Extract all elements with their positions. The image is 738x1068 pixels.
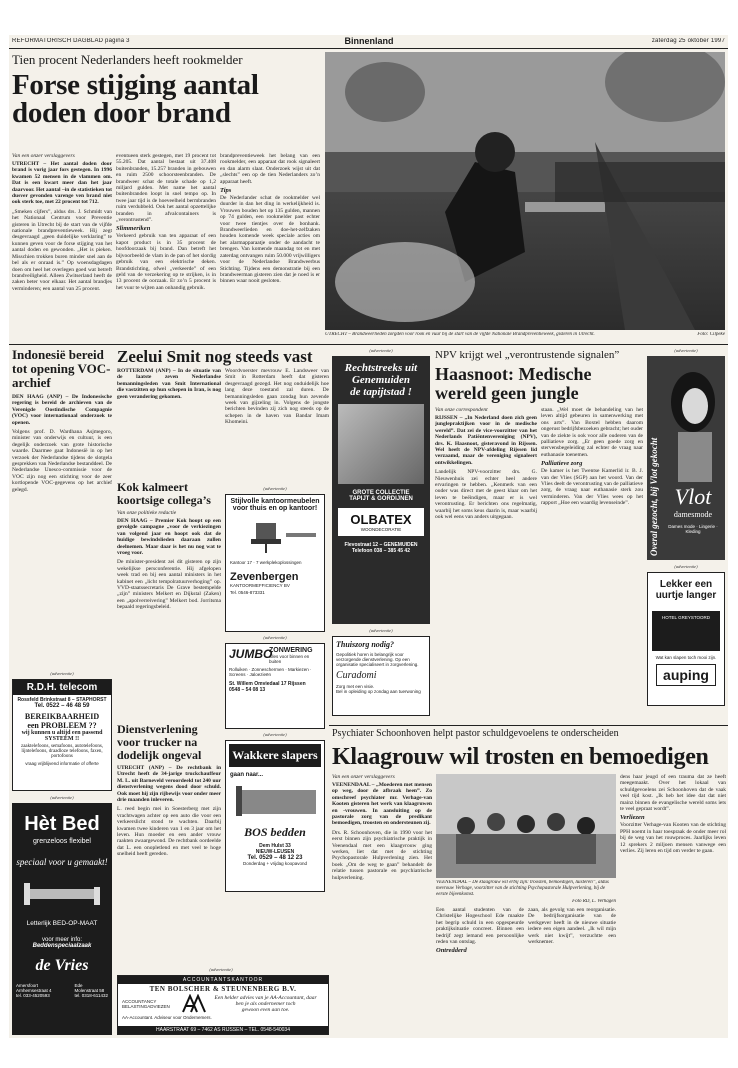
accountants-right-3: gewoon even aan toe.	[241, 1007, 290, 1013]
hetbed-address-2: Arnhemsestraat 4	[16, 988, 52, 993]
kantoor-phone: Tel. 0546-873331	[230, 590, 265, 595]
haasnoot-lead: RIJSSEN – „In Nederland doen zich geen junglepraktijken voor in de medische wereld”. Dat zei de vice-voorzitter van het Nederlands Patiëntenvereniging (NPV), drs. K. Haasnoot, gisteravond in Rijssen. Wel heeft de NPV-afdeling Rijssen lid verzaamd, maar de vereniging signaleert ontwikkelingen.	[435, 415, 537, 466]
klaagrouw-col-3	[528, 907, 616, 1035]
jumbo-ad	[225, 643, 325, 729]
rdh-adv-label: (advertentie)	[50, 671, 74, 676]
haasnoot-headline: Haasnoot: Medische wereld geen jungle	[435, 364, 592, 403]
klaagrouw-col-2	[436, 907, 524, 1035]
newspaper-page	[9, 35, 728, 1038]
klaagrouw-col-4	[620, 774, 726, 1034]
thuiszorg-text-2: Zorg met een visie.	[336, 684, 375, 689]
accountants-brand: TEN BOLSCHER & STEUNENBERG B.V.	[149, 985, 297, 993]
lead-photo	[325, 52, 725, 330]
kok-lead: DEN HAAG – Premier Kok hoopt op een gevolgde campagne „voor de verkiezingen van volgend jaar en hoopt ook dat de huidige bewindslieden daaraan zullen deelnemen. Maar daar is het nu nog wat te vroeg voor.	[117, 518, 221, 557]
model-portrait-icon	[663, 362, 723, 482]
lead-col-1	[12, 153, 112, 333]
hetbed-logo: de Vries	[35, 957, 89, 974]
hetbed-shop: Beddenspeciaalzaak	[32, 943, 92, 949]
jumbo-title: ZONWERING	[269, 647, 313, 654]
rechtstreeks-line-1: Rechtstreeks uit	[344, 362, 418, 374]
lead-photo-credit: Foto: Cilpeke	[697, 332, 725, 337]
rechtstreeks-line-2: Genemuiden	[351, 374, 411, 386]
meeting-photo-illustration	[436, 774, 616, 878]
kok-byline: Van onze politieke redactie	[117, 510, 177, 516]
trucker-headline: Dienstverlening voor trucker na dodelijk ongeval	[117, 723, 202, 762]
masthead-left: REFORMATORISCH DAGBLAD pagina 3	[12, 38, 130, 44]
kok-body: De minister-president zei dit gisteren op zijn wekelijkse persconferentie. Hij afgelopen week trad en bij een aantal ministers in het kabinet een „licht tempolratuurverhoging” op. VVD-staatssecretaris De Grave bestempelde „zijn” ministers Melkert en Dijkstal (Zaken) een „apolverreivering” Melkert bod. Jorritsma bepaald regeringsbeleid.	[117, 559, 221, 611]
rdh-slogan-3: wij kunnen u altijd een passend SYSTEEM !!	[21, 730, 103, 742]
klaagrouw-sub-2: Verliezen	[620, 814, 645, 822]
rechtstreeks-line-3: de tapijtstad !	[350, 386, 412, 398]
wakkere-phone: Tel. 0529 – 48 12 23	[247, 855, 303, 861]
trucker-lead: UTRECHT (ANP) – De rechtbank in Utrecht heeft de 34-jarige truckchauffeur M. L. uit Barneveld veroordeeld tot 240 uur dienstverlening wegens dood door schuld. Ook moet hij zijn rijbewijs voor onder meer drie maanden inleveren.	[117, 765, 221, 804]
auping-top: Lekker een uurtje langer	[655, 579, 717, 601]
klaagrouw-photo	[436, 774, 616, 878]
kantoor-brand: Zevenbergen	[230, 571, 299, 583]
zeelui-lead: ROTTERDAM (ANP) – In de situatie van de laatste zeven Nederlandse bemanningsleden van Smit International die vastzitten op hun schepen in Iran, is nog geen verandering gekomen.	[117, 368, 221, 400]
voc-body: Volgens prof. D. Wardhana Asjmegoro, minister van onderwijs en cultuur, is een degelijk onderzoek van grote historische waarde. Daarmee gaat Indonesië in op het verzoek der Nederlandse tijdens de slotgela gesprekken van Nederlandse bestanddeel. De Nederlandse Unesco-commissie voor de VOC zijn nog een stichting voor de zeer kortlopende VOC-gegevens op het archief gelegd.	[12, 429, 112, 493]
masthead-section: Binnenland	[344, 36, 394, 46]
zeelui-body: Woordvoerster mevrouw E. Landsweer van Smit in Rotterdam heeft dat gisteren desgevraagd gezegd. Het nog onduidelijk hoe lang deze toestand zal duren. De bemanningsleden gaan zondag hun zevende week van gijzeling in. Volgens de jongste berichten bevinden zij zich nog steeds op de schepen in de haven van Bandar Imam Khomeini.	[225, 368, 329, 426]
accountants-bottom-left: AA-Accountant. Adviseur voor Ondernemers.	[122, 1015, 212, 1020]
klaagrouw-body-5: Voorzitter Verhage-van Kooten van de stichting PPH noemt in haar toespraak de onder meer rol bij de weg van het rouwproces. Jaarlijks leven 12 sprekers 2 miljoen mensen vanwege een verlies. Zij leren en tijd om verder te gaan.	[620, 822, 726, 855]
kantoor-ad	[225, 494, 325, 632]
klaagrouw-body-4: dens haar jeugd of een trauma dat ze heeft meegemaakt. Over het lokaal van schuldgevoelens zei Schoonhoven dat de vaak veel tijd kost. „Ik heb het idee dat dat niet mainz binnen de evangelische wereld soms iets te veel gepraat wordt”.	[620, 774, 726, 813]
olbatex-logo: OLBATEX	[350, 512, 412, 527]
auping-slogan: Wat kan slapen toch mooi zijn.	[655, 655, 717, 660]
thuiszorg-ad	[332, 636, 430, 716]
vlot-adv-label: (advertentie)	[674, 348, 698, 353]
section-rule	[9, 344, 728, 345]
wakkere-hours: Donderdag + vrijdag koopavond	[243, 861, 307, 866]
rdh-slogan-2: een PROBLEEM ??	[27, 721, 97, 730]
accountants-right-2: ben je als ondernemer toch	[235, 1001, 296, 1007]
hetbed-script: speciaal voor u gemaakt!	[16, 857, 108, 867]
lead-body-3b: De Nederlander schat de rookmelder wel duurder in dan het ding in werkelijkheid is. Vrouwen bouden het op 135 gulden, mannen op 74 gulden, een rookmelder past echter voor twee tientjes over de bonhank. Brandweerlieden en doe-het-zelfzaken houden komende week speciale acties om het alarmapparaatje onder de aandacht te brengen. Van komende maandag tot en met zaterdag ontvangen ruim 50.000 vrijwilligers voor de Nederlandse Brandweerbus Stichting. Tijdens een demonstratie bij een brandweerman gisteren zien dat je noed is er binnen waar nooit gesloten.	[220, 195, 320, 285]
kantoor-brand-sub: KANTOORMEFFICIENCY BV	[230, 583, 290, 588]
rechtstreeks-ad	[332, 356, 430, 624]
jumbo-subtitle: alles voor binnen en buiten	[269, 654, 310, 664]
kok-headline: Kok kalmeert koortsige collega’s	[117, 481, 211, 507]
lead-kicker: Tien procent Nederlanders heeft rookmelder	[12, 52, 243, 67]
klaagrouw-rule	[329, 725, 728, 726]
rdh-phone: Tel. 0522 – 46 48 59	[34, 703, 90, 709]
klaagrouw-photo-credit: Foto RD, L. Verhagen	[572, 899, 616, 904]
rdh-details: zaaktelefoons, semafoons, autotelefoons, lijntelefoons, draadloze telefoons, faxen, portofoons	[20, 744, 104, 759]
hetbed-adv-label: (advertentie)	[50, 795, 74, 800]
trucker-story	[117, 723, 221, 963]
auping-hotel: HOTEL GREYSTOORD	[661, 615, 710, 620]
hetbed-subtitle: grenzeloos flexibel	[33, 838, 91, 845]
accountants-right-1: Een helder advies van je AA-Accountant, daar	[214, 995, 317, 1001]
curadomi-logo: Curadomi	[336, 670, 377, 681]
klaagrouw-body-3: zaan, als gevolg van een reorganisatie. De bedrijfsorganisatie van de werkgever heeft in de nieuwe situatie iedere een eigen aandeel. „Ik wil mijn werk niet kwijt”, verzuchtte een werknemer.	[528, 907, 616, 946]
bed-icon	[12, 875, 112, 911]
voc-headline: Indonesië bereid tot opening VOC-archief	[12, 348, 111, 390]
lead-body-2b: Verkeerd gebruik van ten apparaat of een kapot product is in 35 procent de hoofdoorzaak bij brand. Dan betreft het bijvoorbeeld de vlam in de pan of het slordig gebruik van een elektrische deken. Brandstichting, ofwel „verkeerde” of een geld van de verzekering op te strijken, is in 13 procent de oorzaak. Er zo’n 5 procent is het vuur te wijten aan onhandig gebruik.	[116, 233, 216, 291]
aa-logo-icon	[181, 994, 207, 1014]
hetbed-address-1: Amersfoort	[16, 983, 39, 988]
kok-story	[117, 481, 221, 721]
lead-body-1: „Smeken cijfers”, aldus drs. J. Schmidt van het Nationaal Centrum voor Preventie gisteren in Utrecht bij de start van de vijfde nationale brandpreventieweek. Hij zegt desgevraagd „geen duidelijke verklaring” te kunnen geven voor de forse stijging van het aantal doden en gewonden. „Het is pieken. Misschien trokken buren minder snel aan de bel als er onraad is.” Op woensdagdagen doen om heel het overlegen goed wat betreft brandveiligheid. Alleen Zwitserland heeft de zaken beter voor elkaar. Het aantal brandjes verminderen; een aantal van 25 procent.	[12, 208, 112, 292]
hetbed-address-3: Ede	[74, 983, 83, 988]
lead-byline: Van een onzer verslaggevers	[12, 153, 75, 159]
lead-col-3	[220, 153, 320, 333]
jumbo-address: St. Willem Omviedaal 17 Rijssen	[229, 681, 306, 687]
rdh-telecom-ad	[12, 679, 112, 791]
jumbo-items: Rolluiken · Zonneschermen · Markiezen · Screens · Jaloezieën	[229, 667, 312, 677]
klaagrouw-lead: VEENENDAAL – „Moederen met mensen op weg, door de afbraak heen”. Zo omschreef psychiater mr. Verhage-van Kooten gisteren het werk van klaagruwen en -vrouwen. In aansluiting op de pastorale zorg van de predikant bemoedigen, troosten en ondersteunen zij.	[332, 782, 432, 827]
vlot-damesmode-ad	[647, 356, 725, 560]
lead-intro: UTRECHT – Het aantal doden door brand is vorig jaar fors gestegen. In 1996 kwamen 52 mensen in de vlammen om. Dat is een kwart meer dan het jaar daarvoor. Het aantal –in de statistieken tot dusver gevonden varenge ven brand niet ook sterk toe, met 22 procent tot 712.	[12, 161, 112, 206]
accountants-left-1: ACCOUNTANCY	[122, 999, 157, 1004]
klaagrouw-photo-caption: VEENENDAAL – De klaagrouw wil erbij zijn: troosten, bemoedigen, luisteren”, aldus mevrouw Verhage, voorzitter van de stichting Psychopastorale Hulpverlening, bij de eerste bijeenkomst.	[436, 880, 609, 897]
wakkere-ad	[225, 740, 325, 892]
accountants-bottom: HAARSTRAAT 69 – 7462 AS RIJSSEN – TEL. 0548-540034	[118, 1026, 328, 1034]
auping-logo: auping	[656, 664, 716, 686]
haasnoot-byline: Van onze correspondent	[435, 407, 488, 413]
klaagrouw-body-1: Drs. R. Schoonhoven, die in 1990 voor het eerst binnen zijn psychiatrische praktijk in Veenendaal met een klaagvrouw ging werken, liet dat met de stichting Psychopastorale Hulpverlening zien. Het boek „Om de weg te gaan” behandelt de relatie tussen pastorale en psychiatrische hulpverlening.	[332, 829, 432, 881]
lead-photo-caption: UTRECHT – Brandweerlieden zorgden voor rook en vuur bij de start van de vijfde Nationale Brandpreventieweek, gisteren in Utrecht.	[325, 332, 595, 337]
hetbed-phone-1: tel. 033-4520593	[16, 993, 50, 998]
haasnoot-story	[435, 348, 643, 723]
thuiszorg-adv-label: (advertentie)	[369, 628, 393, 633]
haasnoot-body-1: Landelijk NPV-voorzitter drs. G. Nieuwenhuis zei echter heel andere ervaringen te hebben. „Kenmerk van een ouder was direct met de geest klaar om het leven te beëindigen, maar er is wel verontrusting. Er berichten ons regelmatig, waarbij het soms keus daarin is, maar waarbij ook wel eens van anders uitgegaan.	[435, 469, 537, 521]
rechtstreeks-mid-2: TAPIJT & GORDIJNEN	[349, 496, 413, 502]
office-chair-icon	[226, 515, 325, 555]
klaagrouw-col-1	[332, 774, 432, 1034]
hetbed-info: voor meer info:	[41, 937, 83, 943]
jumbo-phone: 0548 – 54 08 13	[229, 687, 266, 693]
voc-story	[12, 348, 112, 668]
wakkere-title: Wakkere slapers	[229, 744, 321, 767]
hetbed-phone-2: tel. 0318-611432	[74, 993, 108, 998]
auping-ad	[647, 572, 725, 706]
kantoor-adv-label: (advertentie)	[263, 486, 287, 491]
wakkere-adv-label: (advertentie)	[263, 732, 287, 737]
thuiszorg-text-3: Bel in opleiding op zondag aan tuerwoning	[336, 689, 421, 694]
wakkere-subtitle: gaan naar...	[230, 772, 264, 778]
thuiszorg-text: Gepolitiek horen is belangrijk voor verzorgende dienstverlening. Op een organisatie specialiseert in zorgverlening.	[336, 652, 419, 667]
haasnoot-body-2: staan. „Wel moet de behandeling van het leven altijd gebeuren in samenwerking met ons arts”. Van Boxtel hebben daarom ongerust bedrijfsbezoeken gebracht; het ouder van de ziekte is ook voor alle ouderen van de palliatieve zorg. „Er geen goede zorg en stervensbegeleiding zal echter de vraag naar euthanasie toenemen.	[541, 407, 643, 458]
klaagrouw-kicker: Psychiater Schoonhoven helpt pastor schuldgevoelens te onderscheiden	[332, 728, 619, 739]
accountants-adv-label: (advertentie)	[209, 967, 233, 972]
hotel-photo	[652, 611, 720, 651]
klaagrouw-body-2a: Een aantal studenten van de Christelijke Hogeschool Ede maakte het begrip schuld in een opgespeurde praktijksituatie concreet. Binnen een bedrijf zegt iemand een persoonlijke reden van ontslag.	[436, 907, 524, 946]
accountants-left-2: BELASTINGADVIEZEN	[122, 1004, 170, 1009]
rechtstreeks-adv-label: (advertentie)	[369, 348, 393, 353]
jumbo-brand: JUMBO	[229, 647, 273, 661]
rdh-slogan-1: BEREIKBAARHEID	[24, 712, 100, 721]
firefighter-photo-illustration	[325, 52, 725, 330]
hetbed-ad	[12, 803, 112, 1035]
lead-body-3: brandpreventieweek het belang van een rookmelder, een apparaat dat rook signaleert en dan alarm slaat. Onderzoek wijst uit dat „slechts” een op de tien Nederlanders zo’n apparaat heeft.	[220, 153, 320, 185]
hetbed-product: Letterlijk BED-OP-MAAT	[26, 920, 98, 927]
rechtstreeks-mid-1: GROTE COLLECTIE	[352, 490, 410, 496]
lead-headline: Forse stijging aantal doden door brand	[12, 71, 259, 129]
hetbed-address-4: Molenstraat 58	[74, 988, 105, 993]
rdh-title: R.D.H. telecom	[13, 680, 111, 695]
lead-sub-2: Tips	[220, 187, 232, 195]
showroom-photo	[338, 404, 424, 484]
hetbed-addresses	[12, 975, 112, 998]
klaagrouw-headline: Klaagrouw wil trosten en bemoedigen	[332, 744, 709, 770]
hetbed-title: Hèt Bed	[24, 813, 100, 835]
jumbo-adv-label: (advertentie)	[263, 635, 287, 640]
accountants-ad	[117, 975, 329, 1035]
masthead-date: zaterdag 25 oktober 1997	[651, 38, 725, 44]
rdh-footer: vraag vrijblijvend informatie of offerte	[25, 761, 99, 766]
klaagrouw-byline: Van een onzer verslaggevers	[332, 774, 395, 780]
rdh-address: Rossfeld Brinkstraat 8 – STAPHORST	[17, 697, 107, 703]
vlot-brand: Vlot	[674, 484, 712, 509]
masthead-rule	[9, 48, 728, 49]
lead-body-2: eventueen sterk gestegen, met 19 procent tot 55.205. Dat aantal bestaat uit 37.408 buitenbranden, 15.257 branden in gebouwen en ruim 2500 schoorsteenbranden. De brandweer schat de totale schade op 1,2 miljard gulden. Met name het aantal buitenbranden loopt in snel tempo op. In twee jaar tijd is de hoeveelheid bermbranden ruim verdubbeld. Ook het aantal opzettelijke branden in afvalcontainers is „verontrustend”.	[116, 153, 216, 224]
trucker-body: L. reed begin mei in Soesterberg met zijn vrachtwagen achter op een auto die voor een verkeerslicht stond te wachten. Daarbij kwamen twee kinderen van 1 en 3 jaar om het leven. Hun moeder en een ander vrouw raakten zwaargewond. De rechtbank oordeelde dat L. een onopletlend en met veel te hoge snelheid heeft gereden.	[117, 806, 221, 858]
zeelui-story	[117, 348, 329, 478]
rechtstreeks-phone: Telefoon 038 – 385 45 42	[352, 548, 410, 554]
haasnoot-sub: Palliatieve zorg	[541, 460, 583, 468]
kantoor-title: Stijlvolle kantoormeubelen voor thuis en op kantoor!	[230, 498, 320, 512]
voc-lead: DEN HAAG (ANP) – De Indonesische regering is bereid de archieven van de Verenigde Oostindische Compagnie (VOC) voor internationaal onderzoek te openen.	[12, 394, 112, 426]
rechtstreeks-address: Flevostraat 12 – GENEMUIDEN	[344, 542, 418, 548]
bed-photo-icon	[226, 780, 325, 820]
wakkere-logo: BOS bedden	[244, 825, 306, 839]
vlot-tags: Dames mode · Lingerie · Kleding	[668, 524, 718, 534]
wakkere-address-2: NIEUW-LEUSEN	[255, 849, 295, 855]
klaagrouw-sub-1: Ontredderd	[436, 947, 467, 955]
olbatex-sub: WOONDECORATIE	[360, 527, 402, 532]
haasnoot-body-3: De kamer is het Twentse Kamerlid ir. B. J. van der Vlies (SGP) aan het woord. Van der Vlies deelt de verontrusting van de palliatieve zorg, de vraag naar euthanasie sterk zou verminderen. Van der Vlies wees op het rapport „Hoe een waardig levenseinde”.	[541, 468, 643, 507]
lead-sub-1: Slimmeriken	[116, 225, 151, 233]
haasnoot-kicker: NPV krijgt wel „verontrustende signalen”	[435, 349, 620, 361]
lead-col-2	[116, 153, 216, 333]
wakkere-address-1: Dem Hulst 33	[259, 843, 291, 849]
vlot-sub: damesmode	[673, 510, 713, 519]
auping-adv-label: (advertentie)	[674, 564, 698, 569]
thuiszorg-title: Thuiszorg nodig?	[336, 640, 395, 649]
accountants-top: ACCOUNTANTSKANTOOR	[118, 976, 328, 984]
kantoor-lines: Kantoor 17 · 7 werkplekoplossingen	[230, 560, 302, 565]
vlot-script: Overal gezocht, bij Vlot gekocht	[649, 437, 659, 556]
zeelui-headline: Zeelui Smit nog steeds vast	[117, 348, 313, 366]
